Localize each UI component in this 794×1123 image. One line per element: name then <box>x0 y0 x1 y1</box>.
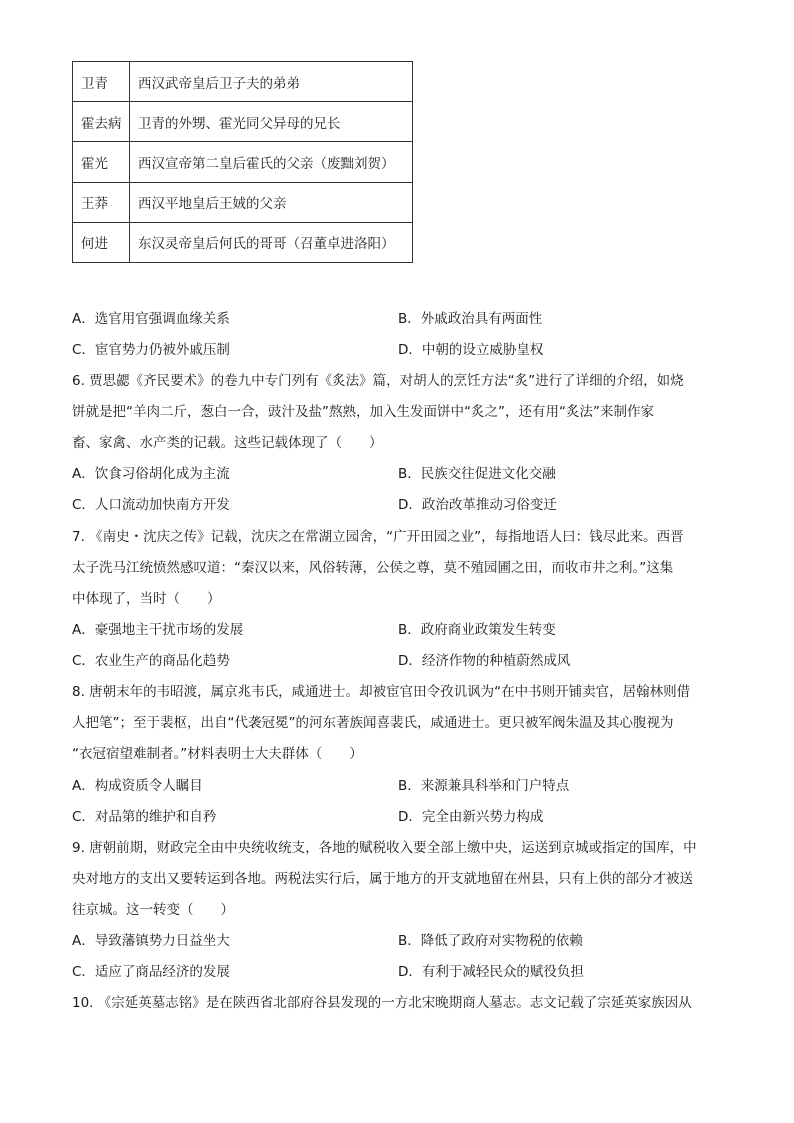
q7-stem-line: 中体现了，当时（ ） <box>72 591 221 607</box>
q9-stem-line: 央对地方的支出又要转运到各地。两税法实行后，属于地方的开支就地留在州县，只有上供的部分才被送 <box>72 871 693 887</box>
table-cell-name: 卫青 <box>73 62 130 102</box>
q9-option-c: C．适应了商品经济的发展 <box>72 964 230 980</box>
consort-kin-table <box>72 61 413 263</box>
q9-stem-line: 9. 唐朝前期，财政完全由中央统收统支，各地的赋税收入要全部上缴中央，运送到京城或指定的国库，中 <box>72 840 697 856</box>
table-cell-name: 霍光 <box>73 142 130 182</box>
table-cell-name: 霍去病 <box>73 102 130 142</box>
q6-stem-line: 6. 贾思勰《齐民要术》的卷九中专门列有《炙法》篇，对胡人的烹饪方法“炙”进行了详细的介绍，如烧 <box>72 373 684 389</box>
q5-option-a: A．选官用官强调血缘关系 <box>72 311 230 327</box>
q7-option-a: A．豪强地主干扰市场的发展 <box>72 622 244 638</box>
table-cell-desc: 东汉灵帝皇后何氏的哥哥（召董卓进洛阳） <box>130 222 413 262</box>
table-cell-desc: 西汉武帝皇后卫子夫的弟弟 <box>130 62 413 102</box>
q9-stem-line: 往京城。这一转变（ ） <box>72 902 234 918</box>
q5-option-d: D．中朝的设立威胁皇权 <box>398 342 544 358</box>
q6-option-b: B．民族交往促进文化交融 <box>398 466 556 482</box>
table-row <box>73 102 413 142</box>
q6-option-a: A．饮食习俗胡化成为主流 <box>72 466 230 482</box>
q8-stem-line: 8. 唐朝末年的韦昭渡，属京兆韦氏，咸通进士。却被宦官田令孜讥讽为“在中书则开铺卖官，居翰林则借 <box>72 684 691 700</box>
q6-stem-line: 畜、家禽、水产类的记载。这些记载体现了（ ） <box>72 435 383 451</box>
q7-stem-line: 7. 《南史・沈庆之传》记载，沈庆之在常湖立园舍，“广开田园之业”，每指地语人曰：钱尽此来。西晋 <box>72 529 684 545</box>
table-row <box>73 142 413 182</box>
table-cell-name: 何进 <box>73 222 130 262</box>
q8-option-b: B．来源兼具科举和门户特点 <box>398 778 570 794</box>
table-cell-desc: 卫青的外甥、霍光同父异母的兄长 <box>130 102 413 142</box>
q7-option-b: B．政府商业政策发生转变 <box>398 622 556 638</box>
q8-stem-line: “衣冠宿望难制者。”材料表明士大夫群体（ ） <box>72 746 363 762</box>
q8-option-a: A．构成资质令人瞩目 <box>72 778 203 794</box>
q7-stem-line: 太子洗马江统愤然感叹道：“秦汉以来，风俗转薄，公侯之尊，莫不殖园圃之田，而收市井之利。”这集 <box>72 560 674 576</box>
q9-option-d: D．有利于减轻民众的赋役负担 <box>398 964 584 980</box>
q5-option-b: B．外戚政治具有两面性 <box>398 311 543 327</box>
q5-option-c: C．宦官势力仍被外戚压制 <box>72 342 230 358</box>
table-row <box>73 182 413 222</box>
q6-option-d: D．政治改革推动习俗变迁 <box>398 497 557 513</box>
q7-option-d: D．经济作物的种植蔚然成风 <box>398 653 571 669</box>
q10-stem-line: 10. 《宗延英墓志铭》是在陕西省北部府谷县发现的一方北宋晚期商人墓志。志文记载了宗延英家族因从 <box>72 995 692 1011</box>
table-cell-desc: 西汉宣帝第二皇后霍氏的父亲（废黜刘贺） <box>130 142 413 182</box>
q8-stem-line: 人把笔”；至于裴枢，出自“代袭冠冕”的河东著族闻喜裴氏，咸通进士。更只被军阀朱温及其心腹视为 <box>72 715 674 731</box>
q6-option-c: C．人口流动加快南方开发 <box>72 497 230 513</box>
q6-stem-line: 饼就是把“羊肉二斤，葱白一合，豉汁及盐”熬熟，加入生发面饼中“炙之”，还有用“炙法”来制作家 <box>72 404 654 420</box>
q9-option-b: B．降低了政府对实物税的依赖 <box>398 933 583 949</box>
table-cell-desc: 西汉平地皇后王娀的父亲 <box>130 182 413 222</box>
q7-option-c: C．农业生产的商品化趋势 <box>72 653 230 669</box>
table-cell-name: 王莽 <box>73 182 130 222</box>
table-row <box>73 222 413 262</box>
q8-option-c: C．对品第的维护和自矜 <box>72 809 217 825</box>
q9-option-a: A．导致藩镇势力日益坐大 <box>72 933 230 949</box>
q8-option-d: D．完全由新兴势力构成 <box>398 809 544 825</box>
table-row <box>73 62 413 102</box>
